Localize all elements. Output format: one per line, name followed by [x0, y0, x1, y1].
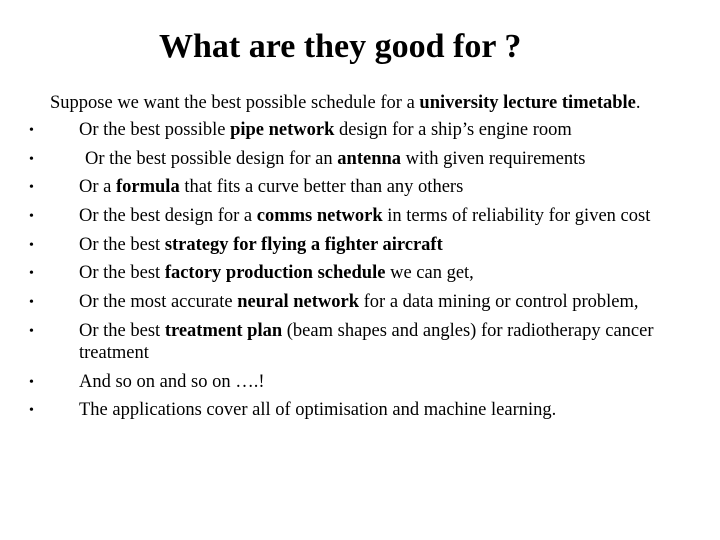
- bold-text: pipe network: [230, 120, 335, 140]
- bold-text: antenna: [337, 148, 402, 169]
- bold-text: formula: [115, 177, 180, 198]
- bullet-item: [0, 291, 720, 313]
- bold-text: strategy for flying a fighter aircraft: [164, 234, 443, 255]
- bullet-icon: •: [29, 295, 34, 311]
- bold-text: comms network: [256, 206, 383, 227]
- intro-line: [50, 90, 641, 116]
- text-segment: we can get,: [385, 263, 474, 284]
- bullet-item: [0, 148, 720, 170]
- text-segment: Or a: [79, 177, 116, 198]
- bullet-item: [0, 176, 720, 198]
- bullet-icon: •: [29, 123, 34, 138]
- bullet-item: [0, 320, 720, 364]
- bullet-item: [0, 234, 720, 256]
- text-segment: design for a ship’s engine room: [334, 120, 572, 140]
- text-segment: with given requirements: [401, 148, 586, 169]
- text-segment: Or the best: [79, 263, 165, 284]
- text-segment: that fits a curve better than any others: [179, 177, 464, 198]
- text-segment: .: [635, 93, 641, 113]
- bullet-icon: •: [29, 237, 34, 253]
- text-segment: Or the most accurate: [79, 292, 238, 313]
- bullet-list: [0, 119, 720, 428]
- text-segment: The applications cover all of optimisation and machine learning.: [79, 400, 557, 421]
- bullet-item: [0, 119, 720, 141]
- bullet-item: [0, 205, 720, 227]
- bullet-item: [0, 371, 720, 393]
- bullet-item: [0, 262, 720, 284]
- text-segment: Or the best: [79, 320, 165, 341]
- text-segment: And so on and so on ….!: [79, 371, 265, 392]
- text-segment: for a data mining or control problem,: [359, 292, 639, 313]
- text-segment: Or the best possible design for an: [85, 148, 338, 169]
- bold-text: treatment plan: [164, 320, 283, 341]
- bold-text: university lecture timetable: [419, 93, 636, 113]
- bullet-icon: •: [29, 180, 34, 196]
- bullet-icon: •: [29, 323, 34, 339]
- text-segment: Or the best: [79, 234, 165, 255]
- bullet-icon: •: [29, 266, 34, 282]
- text-segment: Or the best design for a: [79, 206, 257, 227]
- text-segment: in terms of reliability for given cost: [382, 206, 651, 227]
- bullet-icon: •: [29, 374, 34, 390]
- text-segment: (beam shapes and angles) for radiotherapy cancer treatment: [79, 320, 654, 363]
- bullet-icon: •: [29, 151, 34, 167]
- slide-title: What are they good for ?: [159, 28, 522, 65]
- bullet-icon: •: [29, 403, 34, 419]
- text-segment: Or the best possible: [79, 120, 231, 140]
- bold-text: neural network: [237, 292, 360, 313]
- bullet-item: [0, 399, 720, 421]
- bold-text: factory production schedule: [164, 263, 386, 284]
- bullet-icon: •: [29, 209, 34, 225]
- text-segment: Suppose we want the best possible schedule for a: [50, 93, 420, 113]
